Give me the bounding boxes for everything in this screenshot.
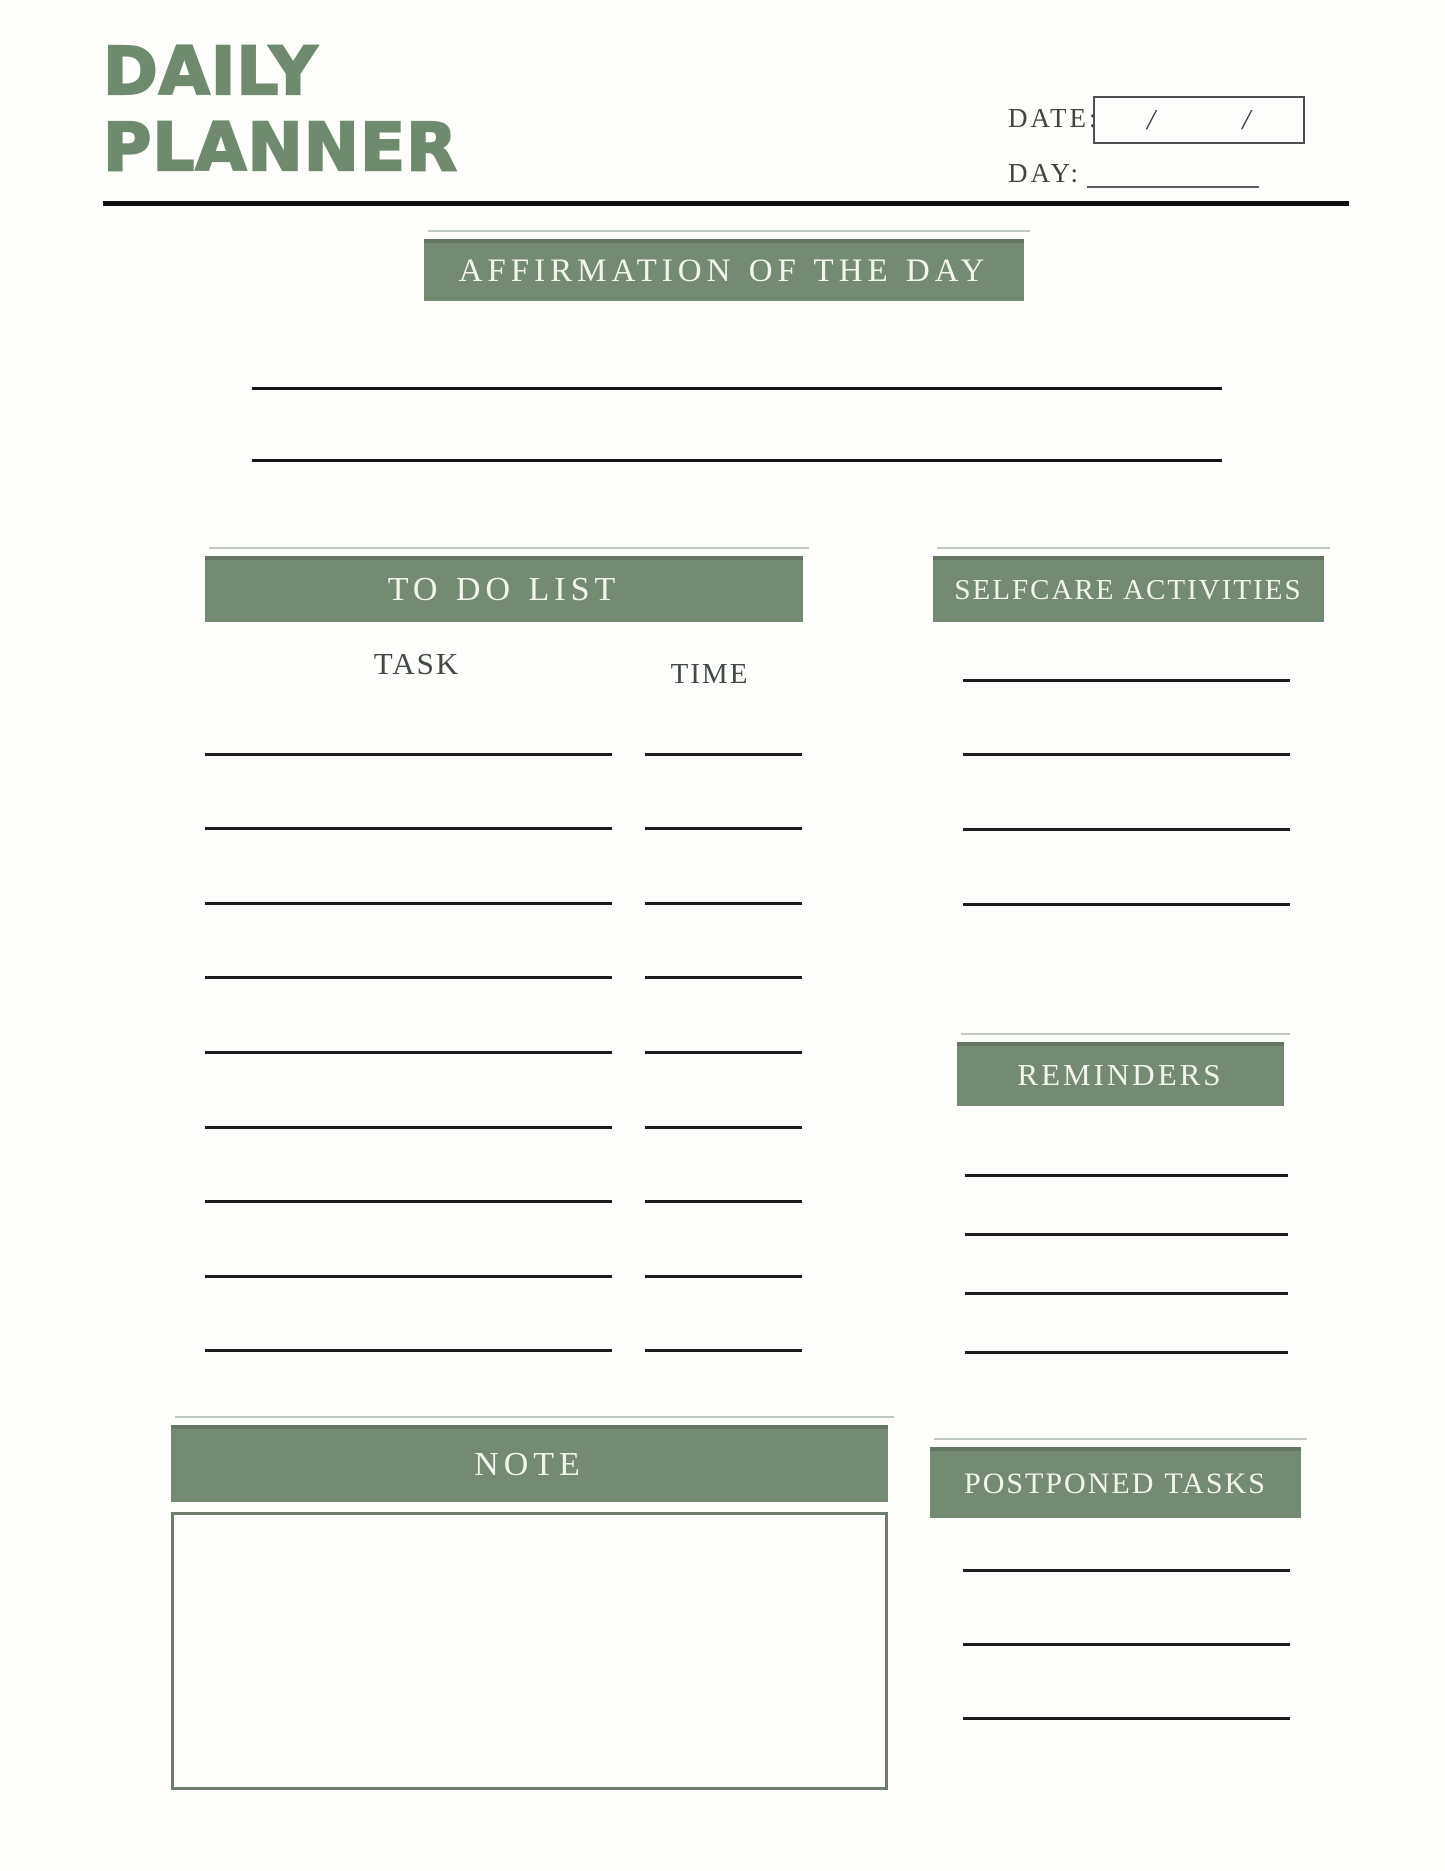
todo-row bbox=[205, 1203, 802, 1278]
selfcare-input-line[interactable] bbox=[963, 831, 1290, 906]
todo-row bbox=[205, 756, 802, 831]
reminder-input-line[interactable] bbox=[965, 1118, 1288, 1177]
todo-row bbox=[205, 979, 802, 1054]
reminder-input-line[interactable] bbox=[965, 1177, 1288, 1236]
todo-row bbox=[205, 830, 802, 905]
reminders-title: REMINDERS bbox=[1017, 1057, 1224, 1092]
note-input-box[interactable] bbox=[171, 1512, 888, 1790]
day-input-line[interactable] bbox=[1087, 158, 1259, 188]
reminders-lines bbox=[965, 1118, 1288, 1354]
affirmation-lines bbox=[252, 318, 1222, 462]
postponed-title: POSTPONED TASKS bbox=[964, 1467, 1267, 1500]
page-title-line-2: PLANNER bbox=[103, 109, 458, 186]
page-title-line-1: DAILY bbox=[103, 33, 318, 110]
todo-row bbox=[205, 1054, 802, 1129]
selfcare-title: SELFCARE ACTIVITIES bbox=[954, 574, 1303, 606]
todo-row bbox=[205, 905, 802, 980]
reminder-input-line[interactable] bbox=[965, 1236, 1288, 1295]
postponed-input-line[interactable] bbox=[963, 1646, 1290, 1720]
date-input-box[interactable] bbox=[1093, 96, 1305, 144]
day-label: DAY: bbox=[1008, 158, 1082, 188]
reminder-input-line[interactable] bbox=[965, 1295, 1288, 1354]
todo-row bbox=[205, 681, 802, 756]
todo-rows bbox=[205, 681, 802, 1352]
affirmation-input-line[interactable] bbox=[252, 318, 1222, 390]
todo-row bbox=[205, 1129, 802, 1204]
note-title: NOTE bbox=[474, 1446, 585, 1483]
affirmation-input-line[interactable] bbox=[252, 390, 1222, 462]
page-title bbox=[103, 34, 458, 186]
header-divider bbox=[103, 201, 1349, 206]
task-column-header: TASK bbox=[373, 646, 461, 681]
date-label: DATE: bbox=[1008, 103, 1100, 133]
selfcare-input-line[interactable] bbox=[963, 756, 1290, 831]
note-banner bbox=[171, 1425, 888, 1502]
reminders-banner bbox=[957, 1042, 1284, 1106]
task-input-line[interactable] bbox=[205, 1349, 612, 1352]
postponed-input-line[interactable] bbox=[963, 1572, 1290, 1646]
date-slashes: / / bbox=[1147, 104, 1291, 136]
todo-title: TO DO LIST bbox=[387, 571, 621, 608]
selfcare-lines bbox=[963, 607, 1290, 906]
todo-row bbox=[205, 1278, 802, 1353]
affirmation-title: AFFIRMATION OF THE DAY bbox=[458, 253, 990, 289]
postponed-input-line[interactable] bbox=[963, 1498, 1290, 1572]
postponed-lines bbox=[963, 1498, 1290, 1720]
time-column-header: TIME bbox=[670, 658, 750, 690]
todo-banner bbox=[205, 556, 803, 622]
time-input-line[interactable] bbox=[645, 1349, 802, 1352]
selfcare-input-line[interactable] bbox=[963, 607, 1290, 682]
affirmation-banner bbox=[424, 239, 1024, 301]
selfcare-input-line[interactable] bbox=[963, 682, 1290, 757]
